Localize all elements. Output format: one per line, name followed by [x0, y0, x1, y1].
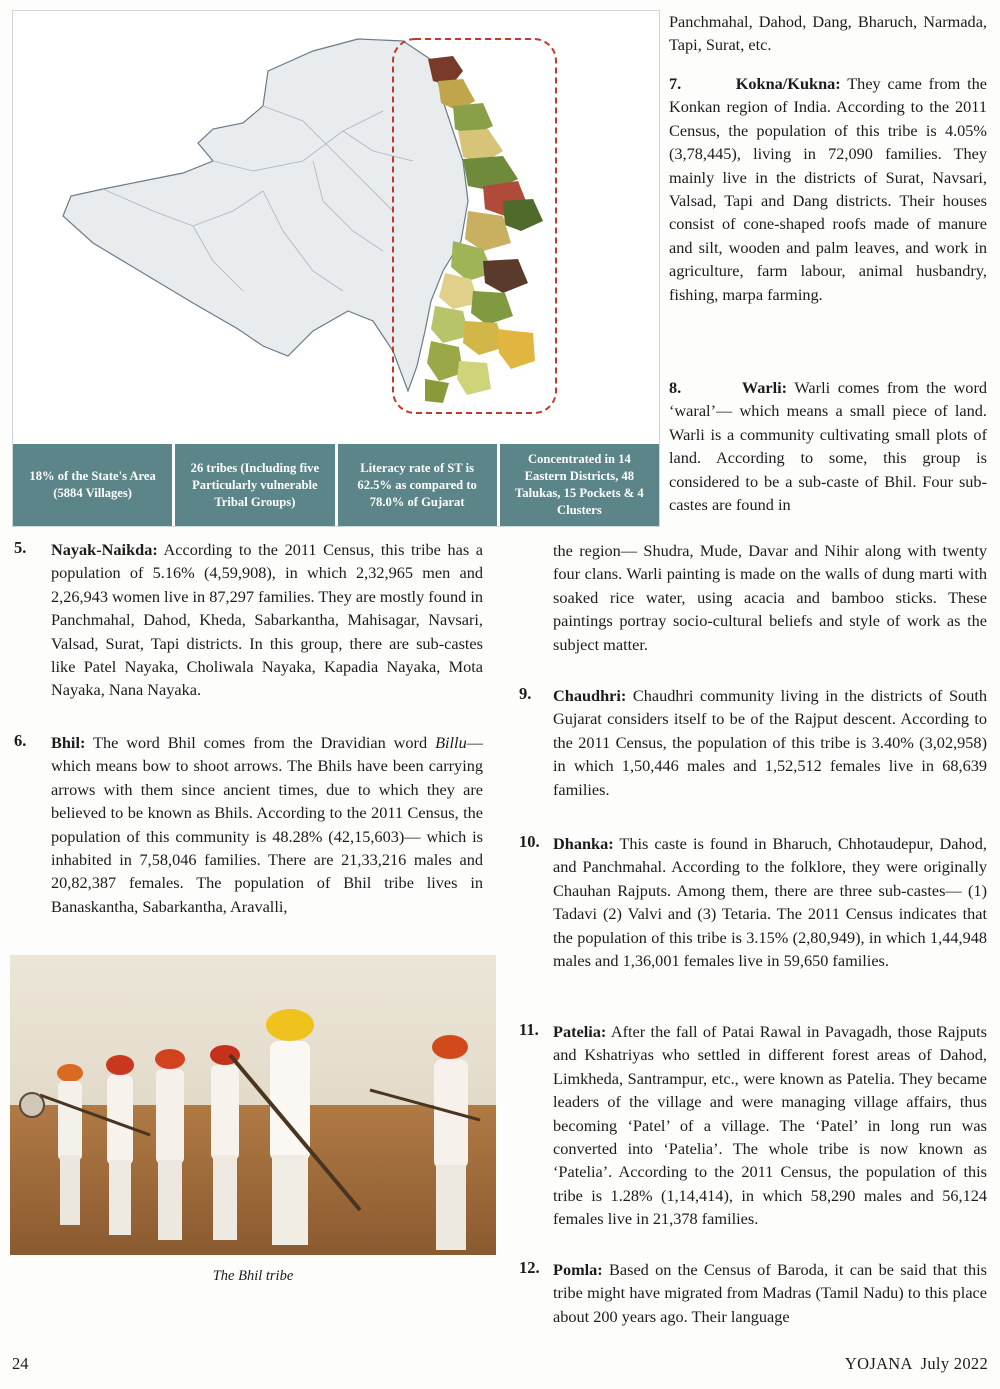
- page-number: 24: [12, 1354, 29, 1373]
- section-text-warli: Warli comes from the word ‘waral’— which means a small piece of land. Warli is a community cultivating small plots of land. According to some, this group is considered to be a sub-caste of Bhil. Four sub-castes are found in: [669, 378, 988, 515]
- section-title-warli: Warli:: [741, 378, 788, 397]
- stat-tribes: 26 tribes (Including five Particularly vulnerable Tribal Groups): [175, 444, 334, 526]
- section-text-chaudhri: Chaudhri community living in the districts of South Gujarat considers itself to be of the Rajput descent. According to the 2011 Census, the population of this tribe is 3.40% (3,02,958) in which 1,50,446 males and 1,52,512 females live in 68,639 families.: [553, 686, 987, 799]
- gujarat-map: [13, 11, 659, 443]
- section-title-chaudhri: Chaudhri:: [553, 686, 627, 705]
- stat-area: 18% of the State's Area (5884 Villages): [13, 444, 172, 526]
- section-text-patelia: After the fall of Patai Rawal in Pavagadh, those Rajputs and Kshatriyas who settled in different forest areas of Dahod, Limkheda, Santrampur, etc., were known as Patelia. They became leaders of the village and were managing village affairs, thus becoming ‘Patel’ of a village. The ‘Patel’ in long run was converted into ‘Patelia’. The whole tribe is now known as ‘Patelia’. According to the 2011 Census, the population of this tribe is 1.28% (1,14,414), in which 58,290 males and 56,124 females live in 21,378 families.: [553, 1022, 987, 1229]
- section-number-chaudhri: 9.: [519, 684, 532, 703]
- section-number-bhil: 6.: [14, 731, 27, 750]
- section-title-nayak: Nayak-Naikda:: [51, 540, 158, 559]
- section-text-bhil-post: — which means bow to shoot arrows. The Bhils have been carrying arrows with them since ancient times, due to which they are believed to be known as Bhils. According to the 2011 Census, the population of this community is 48.28% (42,15,603)— which is inhabited in 7,58,046 families. There are 21,33,216 males and 20,82,387 females. The population of Bhil tribe lives in Banaskantha, Sabarkantha, Aravalli,: [51, 733, 483, 916]
- stat-literacy: Literacy rate of ST is 62.5% as compared to 78.0% of Gujarat: [338, 444, 497, 526]
- gujarat-tribal-map-figure: [12, 10, 660, 527]
- section-text-pomla: Based on the Census of Baroda, it can be said that this tribe might have migrated from Madras (Tamil Nadu) to this place about 200 years ago. Their language: [553, 1260, 988, 1326]
- section-title-patelia: Patelia:: [553, 1022, 607, 1041]
- section-number-nayak: 5.: [14, 538, 27, 557]
- section-kokna: [669, 72, 987, 306]
- section-text-kokna: They came from the Konkan region of India. According to the 2011 Census, the population of this tribe is 4.05% (3,78,445), living in 72,090 families. They mainly live in the districts of Surat, Navsari, Valsad, Tapi and Dang districts. Their houses consist of cone-shaped roofs made of manure and silt, wooden and palm leaves, and work in agriculture, farm labour, animal husbandry, fishing, marpa farming.: [669, 74, 988, 304]
- section-number-dhanka: 10.: [519, 832, 540, 851]
- section-title-dhanka: Dhanka:: [553, 834, 614, 853]
- magazine-issue: YOJANA July 2022: [844, 1354, 988, 1373]
- section-nayak-naikda: [51, 538, 483, 702]
- section-text-dhanka: This caste is found in Bharuch, Chhotaudepur, Dahod, and Panchmahal. According to the folklore, they were originally Chauhan Rajputs. Among them, there are three sub-castes— (1) Tadavi (2) Valvi and (3) Tetaria. The 2011 Census indicates that the population of this tribe is 3.15% (2,80,949), in which 1,44,948 males and 1,36,001 females live in 59,650 families.: [553, 834, 987, 971]
- section-title-bhil: Bhil:: [51, 733, 86, 752]
- stat-concentration: Concentrated in 14 Eastern Districts, 48 Talukas, 15 Pockets & 4 Clusters: [500, 444, 659, 526]
- section-text-bhil-italic: Billu: [435, 733, 467, 752]
- photo-caption: The Bhil tribe: [212, 1268, 294, 1284]
- section-number: 8.: [669, 378, 682, 397]
- section-number: 7.: [669, 74, 682, 93]
- section-number-pomla: 12.: [519, 1258, 540, 1277]
- paragraph-bhil-continued: Panchmahal, Dahod, Dang, Bharuch, Narmada, Tapi, Surat, etc.: [669, 12, 987, 55]
- section-chaudhri: [553, 684, 987, 801]
- section-patelia: [553, 1020, 987, 1231]
- section-warli-wide: the region— Shudra, Mude, Davar and Nihir along with twenty four clans. Warli painting is made on the walls of dung marti with soaked rice water, using acacia and bamboo sticks. These paintings portray socio-cultural beliefs and style of work as the subject matter.: [553, 541, 987, 654]
- section-warli-narrow: [669, 376, 987, 516]
- section-bhil: [51, 731, 483, 918]
- bhil-tribe-photo: [10, 955, 496, 1255]
- section-title-kokna: Kokna/Kukna:: [735, 74, 841, 93]
- stats-bar: [13, 444, 659, 526]
- section-dhanka: [553, 832, 987, 972]
- section-number-patelia: 11.: [519, 1020, 539, 1039]
- section-pomla: [553, 1258, 987, 1328]
- section-text-bhil-pre: The word Bhil comes from the Dravidian word: [93, 733, 428, 752]
- section-text-nayak: According to the 2011 Census, this tribe has a population of 5.16% (4,59,908), in which 2,32,965 men and 2,26,943 women live in 87,297 families. They are mostly found in Panchmahal, Dahod, Kheda, Sabarkantha, Mahisagar, Navsari, Valsad, Surat, Tapi districts. In this group, there are sub-castes like Patel Nayaka, Choliwala Nayaka, Kapadia Nayaka, Mota Nayaka, Nana Nayaka.: [51, 540, 483, 700]
- section-title-pomla: Pomla:: [553, 1260, 603, 1279]
